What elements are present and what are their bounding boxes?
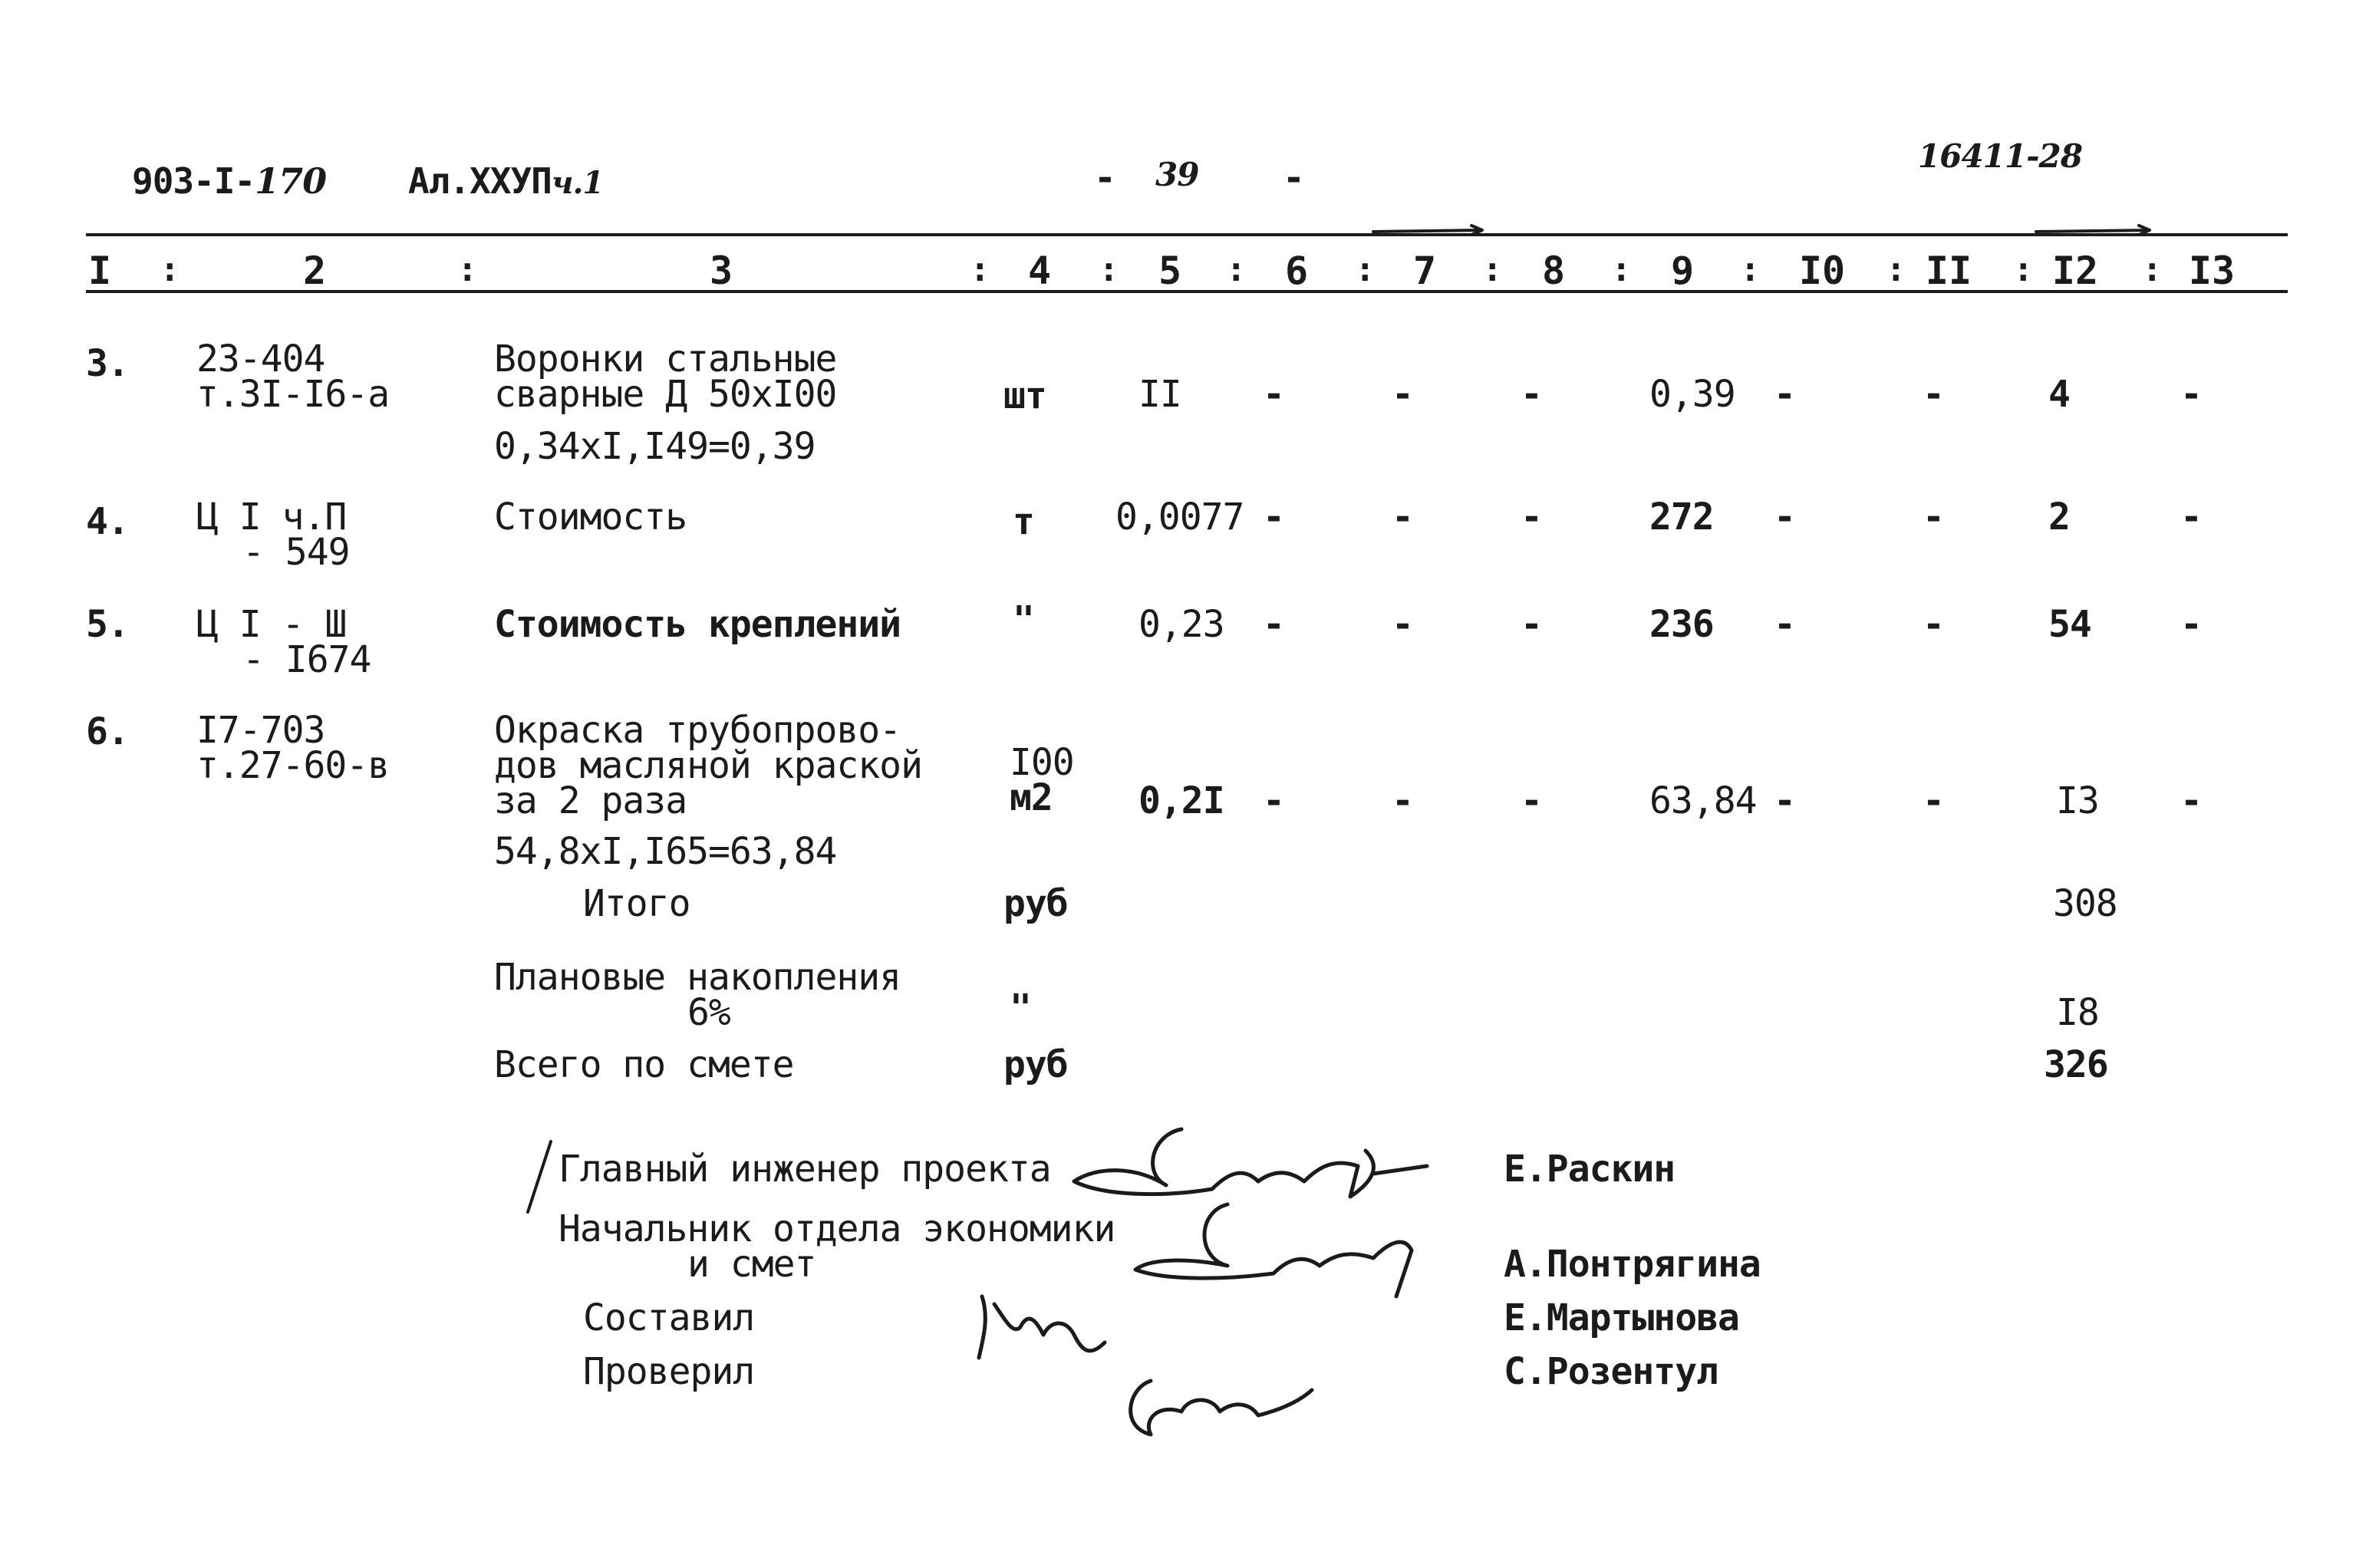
column-header-7: 7: [1412, 249, 1437, 293]
column-header-1: I: [87, 249, 112, 293]
signature-rozentul-scribble: [1131, 1381, 1312, 1435]
norm-code: - 549: [242, 531, 350, 574]
item-name: Стоимость: [494, 496, 687, 539]
margin-slash-mark: [528, 1141, 551, 1212]
col7-value: -: [1392, 779, 1413, 822]
column-separator: :: [2142, 250, 2163, 289]
item-calculation: 54,8хI,I65=63,84: [494, 830, 837, 873]
norm-code: Ц I ч.П: [196, 496, 347, 539]
row-number: 3.: [86, 342, 129, 385]
total-value: 326: [2044, 1043, 2108, 1086]
col8-value: -: [1521, 373, 1542, 416]
col9-value: 236: [1649, 603, 1714, 646]
column-header-3: 3: [709, 249, 733, 293]
quantity: 0,23: [1138, 603, 1224, 646]
signature-name: А.Понтрягина: [1504, 1243, 1761, 1286]
column-header-4: 4: [1027, 249, 1052, 293]
total-unit: руб: [1003, 882, 1068, 925]
album-part-handwritten: ч.1: [551, 165, 604, 201]
col12-value: I3: [2056, 779, 2099, 822]
column-header-8: 8: [1541, 249, 1566, 293]
signature-role: Главный инженер проекта: [559, 1148, 1051, 1191]
norm-code: т.27-60-в: [196, 744, 390, 787]
quantity: 0,0077: [1115, 496, 1244, 539]
item-name: дов масляной краской: [494, 744, 922, 787]
item-name: сварные Д 50хI00: [494, 373, 837, 416]
total-label: Всего по смете: [494, 1043, 794, 1086]
signature-name: Е.Мартынова: [1504, 1296, 1739, 1339]
item-name: Воронки стальные: [494, 338, 837, 380]
quantity: 0,2I: [1138, 779, 1224, 822]
norm-code: - I674: [242, 638, 371, 681]
col11-value: -: [1923, 373, 1944, 416]
col10-value: -: [1774, 373, 1795, 416]
column-separator: :: [160, 250, 180, 289]
col11-value: -: [1923, 603, 1944, 646]
column-header-2: 2: [302, 249, 327, 293]
signature-pontryagina-scribble: [1135, 1204, 1412, 1296]
column-separator: :: [1355, 250, 1376, 289]
signature-martynova-scribble: [979, 1296, 1105, 1358]
page-dash-left: -: [1094, 156, 1115, 199]
norm-code: т.3I-I6-а: [196, 373, 390, 416]
row-number: 6.: [86, 710, 129, 753]
unit: шт: [1003, 374, 1046, 417]
total-label: Плановые накопления: [494, 956, 901, 999]
column-header-9: 9: [1670, 249, 1695, 293]
column-header-10: I0: [1798, 249, 1846, 293]
col9-value: 63,84: [1649, 779, 1757, 822]
total-unit: ": [1010, 987, 1031, 1029]
item-name: Окраска трубопрово-: [494, 709, 901, 752]
archive-stamp: 16411-28: [1918, 137, 2082, 175]
album-number: Ал.ХХУПч.1: [408, 160, 604, 202]
col11-value: -: [1923, 779, 1944, 822]
col12-value: 2: [2048, 496, 2070, 539]
quantity: II: [1138, 373, 1181, 416]
col8-value: -: [1521, 603, 1542, 646]
unit: т: [1013, 500, 1034, 543]
column-separator: :: [1226, 250, 1247, 289]
column-separator: :: [970, 250, 990, 289]
signature-role: Составил: [583, 1296, 755, 1339]
column-separator: :: [2013, 250, 2034, 289]
norm-code: Ц I - Ш: [196, 603, 347, 646]
item-calculation: 0,34хI,I49=0,39: [494, 425, 816, 468]
signature-raskin-scribble: [1074, 1129, 1373, 1197]
row-number: 4.: [86, 500, 129, 543]
col6-value: -: [1263, 779, 1284, 822]
col6-value: -: [1263, 373, 1284, 416]
norm-code: 23-404: [196, 338, 325, 380]
col13-value: -: [2180, 779, 2202, 822]
document-code: 903-I-170: [132, 160, 327, 202]
item-name: Стоимость креплений: [494, 603, 901, 646]
col7-value: -: [1392, 603, 1413, 646]
total-label: Итого: [583, 882, 690, 925]
unit: ": [1013, 598, 1034, 641]
col7-value: -: [1392, 373, 1413, 416]
col10-value: -: [1774, 603, 1795, 646]
col10-value: -: [1774, 496, 1795, 539]
column-header-12: I2: [2051, 249, 2099, 293]
col13-value: -: [2180, 496, 2202, 539]
signature-name: Е.Раскин: [1504, 1148, 1676, 1191]
item-name: за 2 раза: [494, 779, 687, 822]
col6-value: -: [1263, 603, 1284, 646]
signature-dash: [1373, 1166, 1427, 1174]
total-unit: руб: [1003, 1043, 1068, 1086]
column-separator: :: [457, 250, 478, 289]
col13-value: -: [2180, 603, 2202, 646]
signature-role: и смет: [687, 1243, 816, 1286]
col9-value: 272: [1649, 496, 1714, 539]
column-separator: :: [1482, 250, 1503, 289]
col8-value: -: [1521, 496, 1542, 539]
total-value: 308: [2053, 882, 2117, 925]
col12-value: 4: [2048, 373, 2070, 416]
signature-role: Проверил: [583, 1350, 755, 1393]
signature-role: Начальник отдела экономики: [559, 1207, 1115, 1250]
col7-value: -: [1392, 496, 1413, 539]
page-dash-right: -: [1283, 156, 1304, 199]
column-separator: :: [1099, 250, 1119, 289]
col12-value: 54: [2048, 603, 2091, 646]
column-separator: :: [1886, 250, 1906, 289]
document-code-handwritten: 170: [255, 160, 327, 202]
signature-name: С.Розентул: [1504, 1350, 1718, 1393]
column-header-5: 5: [1158, 249, 1182, 293]
col8-value: -: [1521, 779, 1542, 822]
unit: I00: [1010, 741, 1074, 784]
unit: м2: [1010, 776, 1053, 819]
col13-value: -: [2180, 373, 2202, 416]
norm-code: I7-703: [196, 709, 325, 752]
column-header-6: 6: [1284, 249, 1309, 293]
column-separator: :: [1611, 250, 1632, 289]
total-label: 6%: [687, 991, 730, 1034]
header-arrow-mark: [2036, 226, 2150, 235]
column-header-13: I3: [2188, 249, 2236, 293]
col11-value: -: [1923, 496, 1944, 539]
col9-value: 0,39: [1649, 373, 1735, 416]
column-separator: :: [1740, 250, 1761, 289]
col6-value: -: [1263, 496, 1284, 539]
page-number: 39: [1155, 156, 1199, 193]
total-value: I8: [2056, 991, 2099, 1034]
header-arrow-mark: [1373, 226, 1482, 235]
row-number: 5.: [86, 603, 129, 646]
col10-value: -: [1774, 779, 1795, 822]
column-header-11: II: [1925, 249, 1972, 293]
